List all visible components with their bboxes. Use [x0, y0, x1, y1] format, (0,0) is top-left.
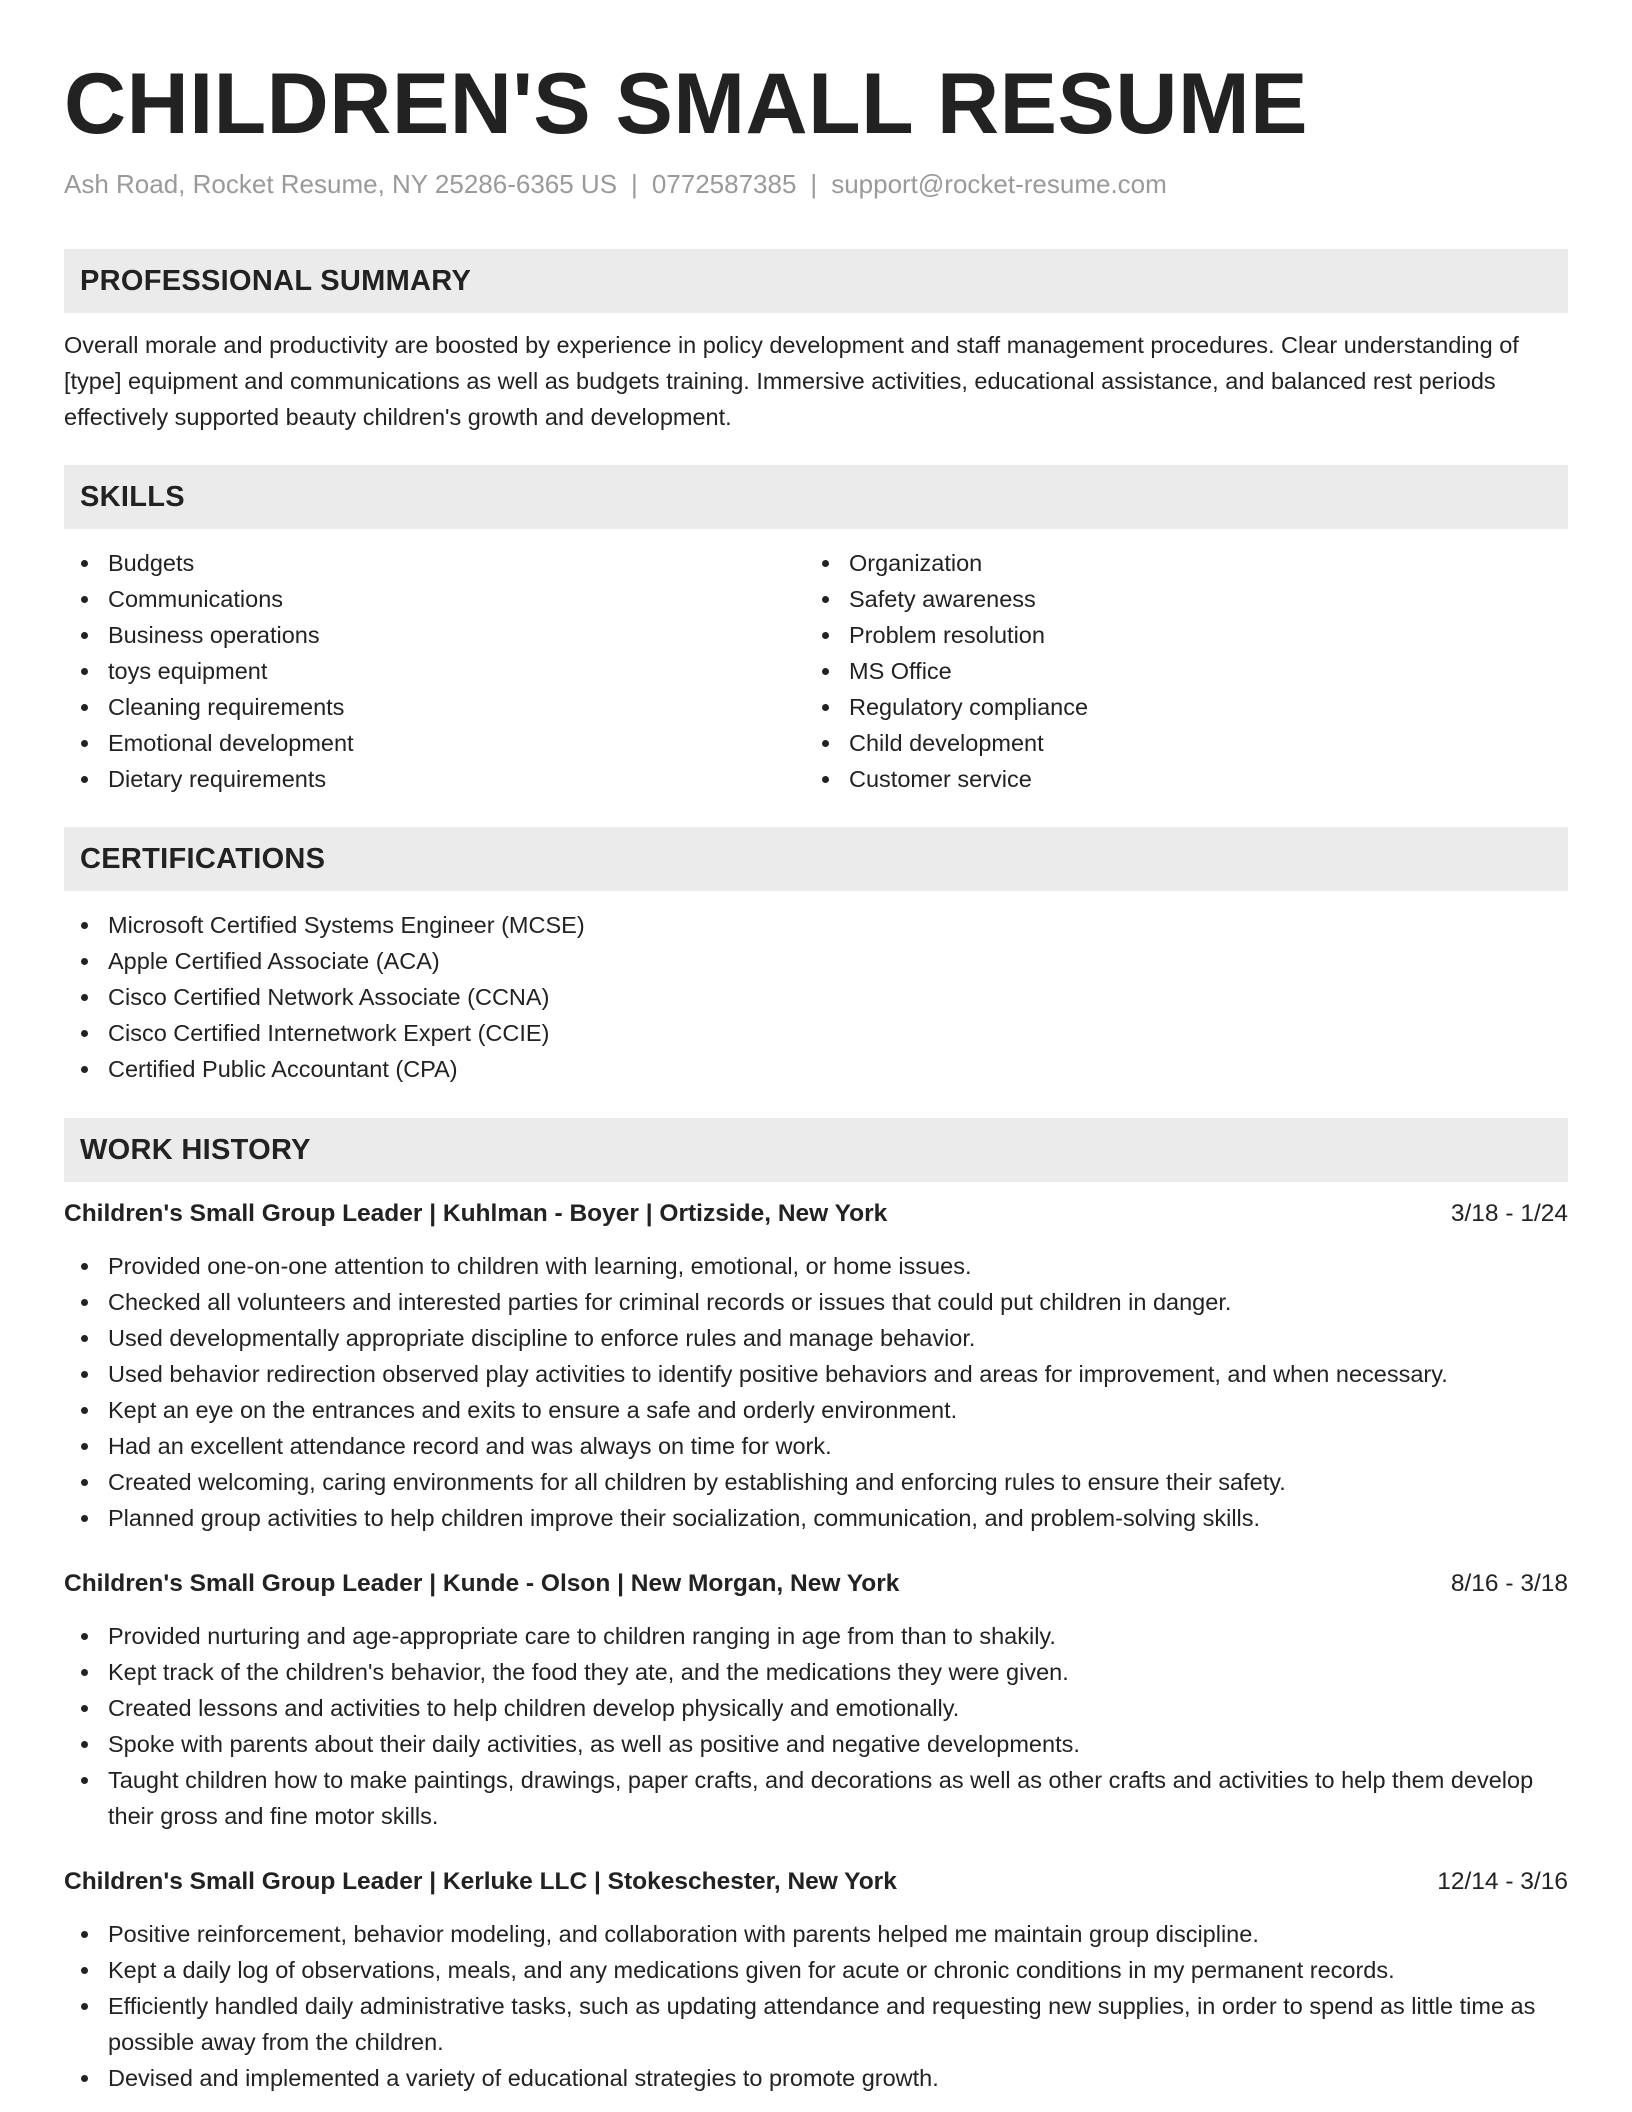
skill-item: toys equipment	[64, 653, 805, 689]
skill-item: Safety awareness	[805, 581, 1546, 617]
job-bullet: Used developmentally appropriate discipline to enforce rules and manage behavior.	[64, 1320, 1568, 1356]
job-header	[64, 1864, 1568, 1900]
job-bullet: Created welcoming, caring environments for all children by establishing and enforcing rules to ensure their safety.	[64, 1464, 1568, 1500]
job-header	[64, 1566, 1568, 1602]
contact-line	[64, 168, 1568, 200]
job-header	[64, 1196, 1568, 1232]
section-heading-summary: PROFESSIONAL SUMMARY	[64, 249, 1568, 313]
certification-item: Apple Certified Associate (ACA)	[64, 943, 1568, 979]
job-title: Children's Small Group Leader | Kerluke LLC | Stokeschester, New York	[64, 1868, 897, 1895]
job-entry	[64, 1864, 1568, 2096]
job-bullet-list	[64, 1248, 1568, 1536]
contact-phone: 0772587385	[651, 169, 797, 199]
skills-column-left	[64, 545, 805, 797]
job-bullet: Provided nurturing and age-appropriate care to children ranging in age from than to shakily.	[64, 1618, 1568, 1654]
skill-item: Emotional development	[64, 725, 805, 761]
job-bullet: Kept an eye on the entrances and exits to ensure a safe and orderly environment.	[64, 1392, 1568, 1428]
job-bullet: Provided one-on-one attention to children with learning, emotional, or home issues.	[64, 1248, 1568, 1284]
skill-item: Cleaning requirements	[64, 689, 805, 725]
contact-separator: |	[810, 169, 818, 199]
job-title: Children's Small Group Leader | Kunde - Olson | New Morgan, New York	[64, 1570, 900, 1597]
certifications-list	[64, 907, 1568, 1087]
job-bullet: Kept track of the children's behavior, the food they ate, and the medications they were given.	[64, 1654, 1568, 1690]
job-bullet: Spoke with parents about their daily activities, as well as positive and negative developments.	[64, 1726, 1568, 1762]
certification-item: Certified Public Accountant (CPA)	[64, 1051, 1568, 1087]
job-bullet: Planned group activities to help children improve their socialization, communication, and problem-solving skills.	[64, 1500, 1568, 1536]
contact-address: Ash Road, Rocket Resume, NY 25286-6365 US	[64, 169, 618, 199]
work-history-list	[64, 1196, 1568, 2096]
resume-page	[64, 0, 1568, 2096]
skill-item: Regulatory compliance	[805, 689, 1546, 725]
job-bullet-list	[64, 1916, 1568, 2096]
contact-separator: |	[631, 169, 638, 199]
skill-item: MS Office	[805, 653, 1546, 689]
job-bullet: Used behavior redirection observed play activities to identify positive behaviors and areas for improvement, and when necessary.	[64, 1356, 1568, 1392]
skill-item: Organization	[805, 545, 1546, 581]
job-dates: 12/14 - 3/16	[1437, 1868, 1568, 1895]
job-dates: 3/18 - 1/24	[1450, 1200, 1568, 1227]
skill-item: Child development	[805, 725, 1546, 761]
skill-item: Budgets	[64, 545, 805, 581]
section-heading-skills: SKILLS	[64, 465, 1568, 529]
job-entry	[64, 1196, 1568, 1536]
skill-item: Business operations	[64, 617, 805, 653]
job-bullet-list	[64, 1618, 1568, 1834]
skills-column-right	[805, 545, 1546, 797]
job-title: Children's Small Group Leader | Kuhlman - Boyer | Ortizside, New York	[64, 1200, 888, 1227]
job-entry	[64, 1566, 1568, 1834]
skill-item: Customer service	[805, 761, 1546, 797]
skills-list	[64, 545, 1568, 797]
skill-item: Dietary requirements	[64, 761, 805, 797]
skill-item: Communications	[64, 581, 805, 617]
job-bullet: Had an excellent attendance record and was always on time for work.	[64, 1428, 1568, 1464]
resume-name: CHILDREN'S SMALL RESUME	[64, 56, 1308, 152]
certification-item: Cisco Certified Network Associate (CCNA)	[64, 979, 1568, 1015]
job-bullet: Created lessons and activities to help children develop physically and emotionally.	[64, 1690, 1568, 1726]
certification-item: Microsoft Certified Systems Engineer (MCSE)	[64, 907, 1568, 943]
job-bullet: Taught children how to make paintings, drawings, paper crafts, and decorations as well as other crafts and activities to help them develop their gross and fine motor skills.	[64, 1762, 1568, 1834]
certification-item: Cisco Certified Internetwork Expert (CCIE)	[64, 1015, 1568, 1051]
section-heading-work-history: WORK HISTORY	[64, 1118, 1568, 1182]
job-bullet: Kept a daily log of observations, meals, and any medications given for acute or chronic conditions in my permanent records.	[64, 1952, 1568, 1988]
job-bullet: Devised and implemented a variety of educational strategies to promote growth.	[64, 2060, 1568, 2096]
job-dates: 8/16 - 3/18	[1450, 1570, 1568, 1597]
skill-item: Problem resolution	[805, 617, 1546, 653]
summary-text: Overall morale and productivity are boosted by experience in policy development and staff management procedures. Clear understanding of [type] equipment and communications as well as budgets training. Immersive activities, educational assistance, and balanced rest periods effectively supported beauty children's growth and development.	[64, 332, 1519, 430]
contact-email: support@rocket-resume.com	[831, 169, 1167, 199]
section-heading-certifications: CERTIFICATIONS	[64, 827, 1568, 891]
job-bullet: Efficiently handled daily administrative tasks, such as updating attendance and requesting new supplies, in order to spend as little time as possible away from the children.	[64, 1988, 1568, 2060]
job-bullet: Checked all volunteers and interested parties for criminal records or issues that could put children in danger.	[64, 1284, 1568, 1320]
job-bullet: Positive reinforcement, behavior modeling, and collaboration with parents helped me maintain group discipline.	[64, 1916, 1568, 1952]
